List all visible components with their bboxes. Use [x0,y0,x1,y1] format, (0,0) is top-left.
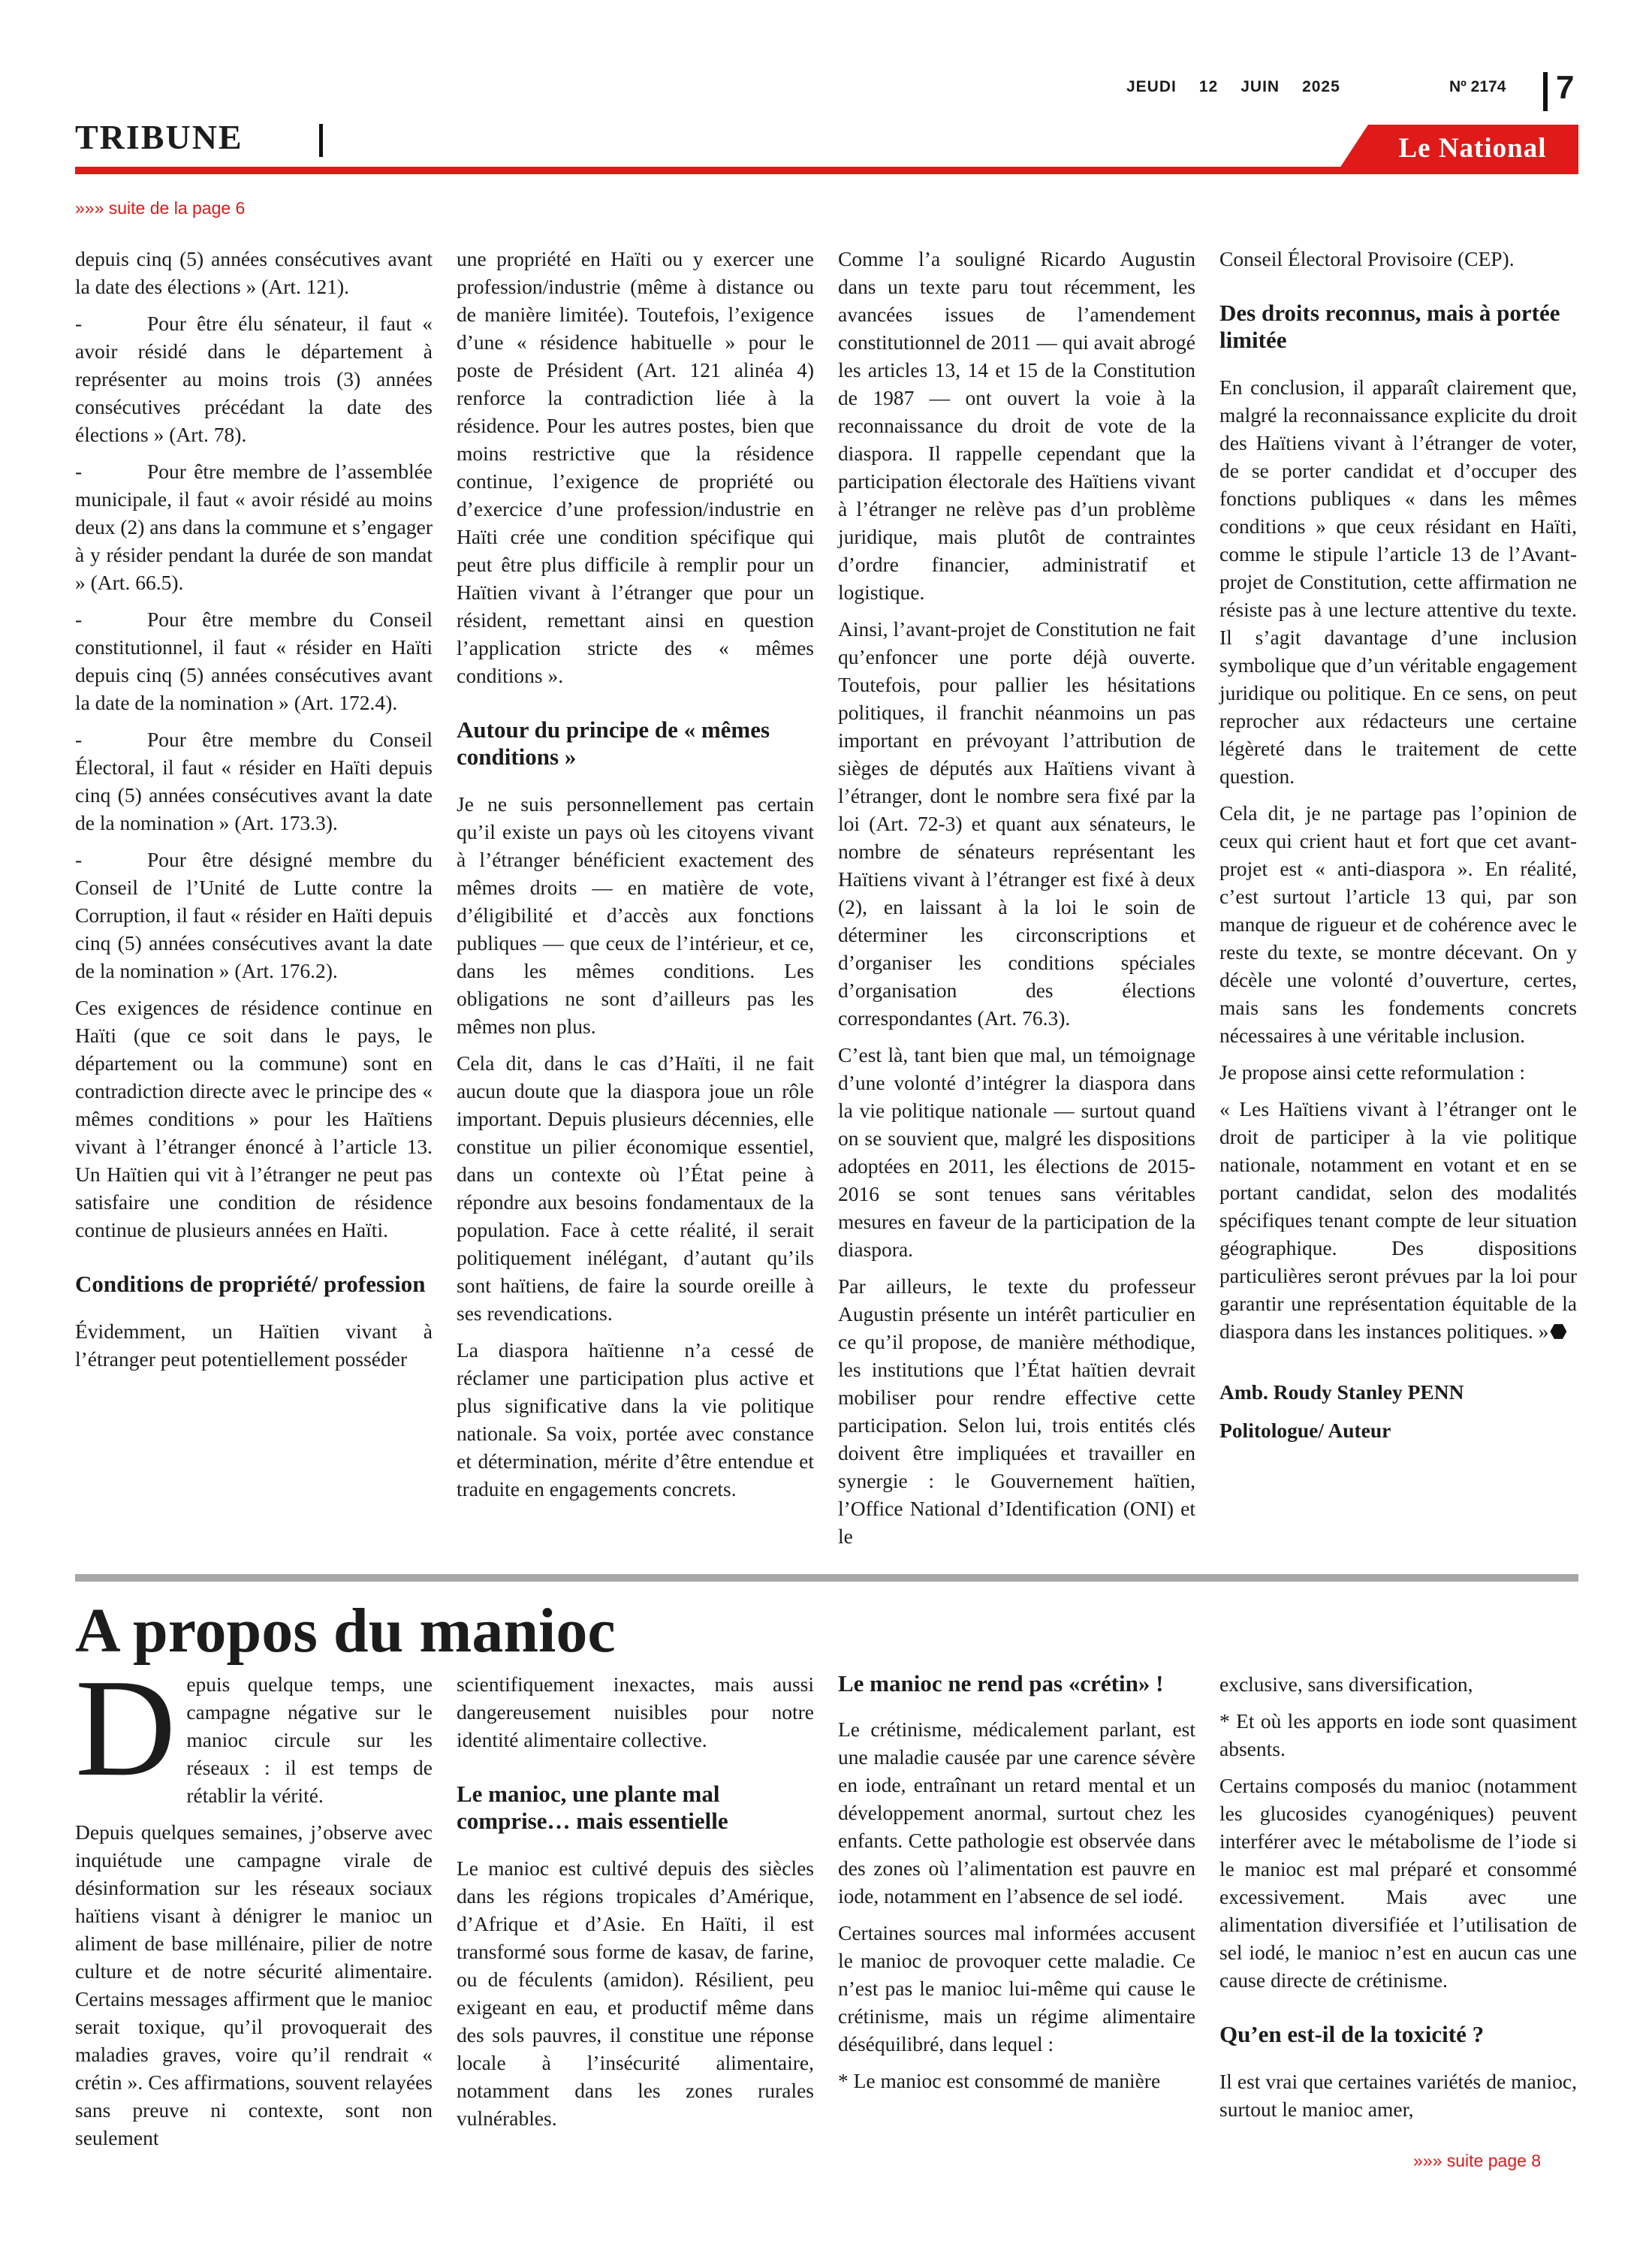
paragraph: depuis cinq (5) années consécutives avant la date des élections » (Art. 121). [75,247,433,298]
subheading: Des droits reconnus, mais à portée limitée [1219,300,1560,353]
paragraph: Il est vrai que certaines variétés de manioc, surtout le manioc amer, [1219,2070,1577,2121]
paragraph: scientifiquement inexactes, mais aussi dangereusement nuisibles pour notre identité alimentaire collective. [457,1672,814,1751]
article-separator [75,1574,1578,1582]
paragraph [75,1651,433,1809]
paragraph: C’est là, tant bien que mal, un témoignage d’une volonté d’intégrer la diaspora dans la vie politique nationale — surtout quand on se souvient que, malgré les dispositions adoptées en 2011, les élections de 2015-2016 se sont tenues sans véritables mesures en faveur de la participation de la diaspora. [838,1043,1195,1261]
paragraph: La diaspora haïtienne n’a cessé de réclamer une participation plus active et plus significative dans la vie politique nationale. Sa voix, portée avec constance et détermination, mérite d’être entendue et traduite en engagements concrets. [457,1338,814,1500]
date-day: 12 [1198,78,1219,95]
page-number-divider [1543,72,1548,111]
continued-from: »»» suite de la page 6 [75,198,246,218]
tribune-column-3 [838,245,1195,1559]
paragraph: En conclusion, il apparaît clairement que, malgré la reconnaissance explicite du droit des Haïtiens vivant à l’étranger de voter, de se porter candidat et d’occuper des fonctions publiques « dans les mêmes conditions » que ceux résidant en Haïti, comme le stipule l’article 13 de l’Avant-projet de Constitution, cette affirmation ne résiste pas à une lecture attentive du texte. Il s’agit davantage d’une inclusion symbolique que d’un véritable engagement juridique ou politique. En ce sens, on peut reprocher aux rédacteurs une certaine légèreté dans le traitement de cette question. [1219,376,1577,788]
article-headline: A propos du manioc [75,1596,616,1666]
list-item [75,846,433,985]
subheading: Le manioc ne rend pas «crétin» ! [838,1670,1164,1697]
drop-cap: D [75,1651,176,1805]
date-year: 2025 [1302,78,1340,95]
date-month: JUIN [1241,78,1280,95]
dash-bullet: - [75,848,83,871]
paragraph: Certains composés du manioc (notamment les glucosides cyanogéniques) peuvent interférer avec le métabolisme de l’iode si le manioc est mal préparé et consommé excessivement. Mais avec une alimentation diversifiée et l’utilisation de sel iodé, le manioc n’est en aucun cas une cause directe de crétinisme. [1219,1774,1577,1992]
paragraph: Le crétinisme, médicalement parlant, est une maladie causée par une carence sévère en iode, entraînant un retard mental et un développement anormal, surtout chez les enfants. Cette pathologie est observée dans des zones où l’alimentation est pauvre en iode, notamment en l’absence de sel iodé. [838,1718,1195,1908]
continued-to-link[interactable]: »»» suite page 8 [1413,2151,1542,2170]
paragraph: * Le manioc est consommé de manière [838,2069,1161,2092]
paragraph: Ces exigences de résidence continue en Haïti (que ce soit dans le pays, le département ou la commune) sont en contradiction directe avec le principe des « mêmes conditions » pour les Haïtiens vivant à l’étranger énoncé à l’article 13. Un Haïtien qui vit à l’étranger ne peut pas satisfaire une condition de résidence continue de plusieurs années en Haïti. [75,996,433,1241]
list-item-text: Pour être membre de l’assemblée municipale, il faut « avoir résidé au moins deux (2) ans dans la commune et s’engager à y résider pendant la durée de son mandat » (Art. 66.5). [75,460,433,594]
paragraph: Certaines sources mal informées accusent le manioc de provoquer cette maladie. Ce n’est pas le manioc lui-même qui cause le crétinisme, mais un régime alimentaire déséquilibré, dans lequel : [838,1921,1195,2055]
dash-bullet: - [75,608,83,631]
tribune-column-2 [457,245,814,1512]
paragraph: Conseil Électoral Provisoire (CEP). [1219,247,1515,270]
dash-bullet: - [75,460,83,483]
section-divider [319,124,323,157]
list-item-text: Pour être membre du Conseil Électoral, il faut « résider en Haïti depuis cinq (5) années consécutives avant la date de la nomination » (Art. 173.3). [75,728,433,834]
subheading: Autour du principe de « mêmes conditions » [457,716,770,770]
paragraph: Cela dit, je ne partage pas l’opinion de ceux qui crient haut et fort que cet avant-projet est « anti-diaspora ». En réalité, c’est surtout l’article 13 qui, par son manque de rigueur et de cohérence avec le reste du texte, se montre décevant. On y décèle une volonté d’ouverture, certes, mais sans les fondements concrets nécessaires à une véritable inclusion. [1219,801,1577,1047]
manioc-column-1 [75,1651,433,2161]
list-item [75,725,433,837]
manioc-column-3 [838,1670,1195,2104]
author-name: Amb. Roudy Stanley PENN [1219,1380,1464,1404]
paragraph: Depuis quelques semaines, j’observe avec inquiétude une campagne virale de désinformation sur les réseaux sociaux haïtiens visant à dénigrer le manioc un aliment de base millénaire, pilier de notre culture et de notre sécurité alimentaire. Certains messages affirment que le manioc serait toxique, qu’il provoquerait des maladies graves, voire qu’il rendrait « crétin ». Ces affirmations, souvent relayées sans preuve ni contexte, sont non seulement [75,1820,433,2149]
manioc-column-2 [457,1670,814,2141]
issue-date [1126,78,1363,96]
paragraph: Par ailleurs, le texte du professeur Augustin présente un intérêt particulier en ce qu’il propose, de manière méthodique, les institutions que l’État haïtien devrait mobiliser pour rendre effective cette participation. Selon lui, trois entités clés doivent être impliquées et travailler en synergie : le Gouvernement haïtien, l’Office National d’Identification (ONI) et le [838,1274,1195,1548]
paragraph: exclusive, sans diversification, [1219,1672,1473,1696]
paragraph: Ainsi, l’avant-projet de Constitution ne fait qu’enfoncer une porte déjà ouverte. Toutefois, pour pallier les hésitations politiques, il franchit néanmoins un pas important en prévoyant l’attribution de sièges de députés aux Haïtiens vivant à l’étranger, dont le nombre sera fixé par la loi (Art. 72-3) et quant aux sénateurs, le nombre de sénateurs représentant les Haïtiens vivant à l’étranger est fixé à deux (2), en laissant à la loi le soin de déterminer les circonscriptions et d’organiser les conditions spéciales d’organisation des élections correspondantes (Art. 76.3). [838,617,1195,1030]
quote-text: « Les Haïtiens vivant à l’étranger ont le droit de participer à la vie politique nationale, notamment en votant et en se portant candidat, selon des modalités spécifiques tenant compte de leur situation géographique. Des dispositions particulières seront prévues par la loi pour garantir une représentation équitable de la diaspora dans les instances politiques. » [1219,1097,1577,1343]
paragraph: une propriété en Haïti ou y exercer une profession/industrie (même à distance ou de manière limitée). Toutefois, l’exigence d’une « résidence habituelle » pour le poste de Président (Art. 121 alinéa 4) renforce la contradiction liée à la résidence. Pour les autres postes, bien que moins restrictive que la résidence continue, l’exigence de propriété ou d’exercice d’une profession/industrie en Haïti crée une condition spécifique qui peut être plus difficile à remplir pour un Haïtien vivant à l’étranger que pour un résident, remettant ainsi en question l’application stricte des « mêmes conditions ». [457,247,814,687]
brand-logo: Le National [1398,133,1547,164]
list-item [75,457,433,596]
list-item [75,309,433,448]
paragraph: Évidemment, un Haïtien vivant à l’étranger peut potentiellement posséder [75,1320,433,1371]
subheading: Qu’en est-il de la toxicité ? [1219,2021,1485,2047]
author-role: Politologue/ Auteur [1219,1419,1391,1442]
list-item-text: Pour être élu sénateur, il faut « avoir résidé dans le département à représenter au moins trois (3) années consécutives précédant la date des élections » (Art. 78). [75,312,433,446]
subheading: Conditions de propriété/ profession [75,1271,426,1297]
list-item-text: Pour être désigné membre du Conseil de l’Unité de Lutte contre la Corruption, il faut « résider en Haïti depuis cinq (5) années consécutives avant la date de la nomination » (Art. 176.2). [75,848,433,982]
manioc-column-4 [1219,1670,1577,2132]
page-number: 7 [1556,69,1575,106]
tribune-column-4 [1219,245,1577,1453]
date-weekday: JEUDI [1126,78,1177,95]
lead-text: epuis quelque temps, une campagne négative sur le manioc circule sur les réseaux : il est temps de rétablir la vérité. [186,1672,433,1807]
paragraph: Cela dit, dans le cas d’Haïti, il ne fait aucun doute que la diaspora joue un rôle important. Depuis plusieurs décennies, elle constitue un pilier économique essentiel, dans un contexte où l’État peine à répondre aux besoins fondamentaux de la population. Face à cette réalité, il serait politiquement inélégant, d’autant qu’ils sont haïtiens, de faire la sourde oreille à ses revendications. [457,1051,814,1325]
paragraph [1219,1095,1577,1345]
issue-number: Nº 2174 [1449,78,1506,95]
subheading: Le manioc, une plante mal comprise… mais essentielle [457,1781,728,1834]
paragraph: * Et où les apports en iode sont quasiment absents. [1219,1709,1577,1760]
paragraph: Je propose ainsi cette reformulation : [1219,1060,1526,1084]
dash-bullet: - [75,728,83,751]
tribune-column-1 [75,245,433,1382]
list-item-text: Pour être membre du Conseil constitutionnel, il faut « résider en Haïti depuis cinq (5) années consécutives avant la date de la nomination » (Art. 172.4). [75,608,433,714]
paragraph: Je ne suis personnellement pas certain qu’il existe un pays où les citoyens vivant à l’étranger bénéficient exactement des mêmes droits — en matière de vote, d’éligibilité et d’accès aux fonctions publiques — que ceux de l’intérieur, et ce, dans les mêmes conditions. Les obligations ne sont d’ailleurs pas les mêmes non plus. [457,792,814,1038]
dash-bullet: - [75,312,83,335]
section-title: TRIBUNE [75,118,243,156]
paragraph: Comme l’a souligné Ricardo Augustin dans un texte paru tout récemment, les avancées issues de l’amendement constitutionnel de 2011 — qui avait abrogé les articles 13, 14 et 15 de la Constitution de 1987 — ont ouvert la voie à la reconnaissance du droit de vote de la diaspora. Il rappelle cependant que la participation électorale des Haïtiens vivant à l’étranger ne relève pas d’un problème juridique, mais plutôt de contraintes d’ordre financier, administratif et logistique. [838,247,1195,604]
end-mark-icon [1550,1323,1566,1340]
list-item [75,605,433,716]
paragraph: Le manioc est cultivé depuis des siècles dans les régions tropicales d’Amérique, d’Afrique et d’Asie. En Haïti, il est transformé sous forme de kasav, de farine, ou de féculents (amidon). Résilient, peu exigeant en eau, et productif même dans des sols pauvres, il constitue une réponse locale à l’insécurité alimentaire, notamment dans les zones rurales vulnérables. [457,1856,814,2130]
